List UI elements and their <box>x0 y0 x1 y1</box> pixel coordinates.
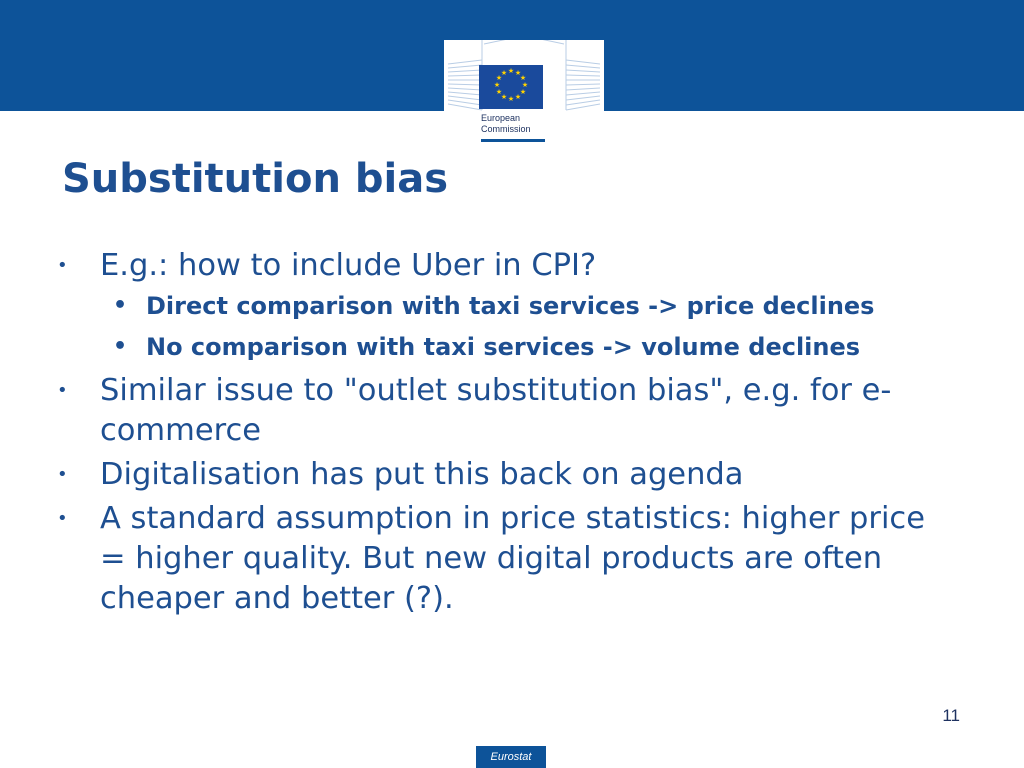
logo-text <box>481 113 531 135</box>
page-number: 11 <box>942 706 960 725</box>
slide-title: Substitution bias <box>62 156 449 202</box>
svg-text:★: ★ <box>500 69 508 77</box>
svg-text:★: ★ <box>507 67 515 75</box>
bullet-icon: • <box>57 464 68 485</box>
svg-text:★: ★ <box>493 81 501 89</box>
svg-text:★: ★ <box>514 69 522 77</box>
bullet-icon: • <box>57 508 68 529</box>
svg-text:★: ★ <box>514 93 522 101</box>
bullet-list <box>0 246 1024 623</box>
sub-bullet-item <box>0 330 886 364</box>
bullet-text: A standard assumption in price statistics: higher price = higher quality. But new digital products are often cheaper and better (?). <box>100 501 925 616</box>
svg-text:★: ★ <box>519 74 527 82</box>
bullet-icon: • <box>113 293 128 318</box>
logo-underline <box>481 139 545 142</box>
sub-bullet-text: No comparison with taxi services -> volume declines <box>146 333 861 361</box>
svg-text:★: ★ <box>495 88 503 96</box>
bullet-item <box>0 246 960 286</box>
bullet-icon: • <box>113 334 128 359</box>
svg-text:★: ★ <box>519 88 527 96</box>
sub-bullet-item <box>0 289 886 323</box>
bullet-text: Digitalisation has put this back on agenda <box>100 457 744 492</box>
logo-line-2: Commission <box>481 124 531 134</box>
bullet-text: Similar issue to "outlet substitution bias", e.g. for e-commerce <box>100 373 892 448</box>
eurostat-footer-tag: Eurostat <box>476 746 546 768</box>
bullet-item <box>0 455 960 495</box>
svg-text:★: ★ <box>495 74 503 82</box>
svg-text:★: ★ <box>521 81 529 89</box>
sub-bullet-text: Direct comparison with taxi services -> price declines <box>146 292 875 320</box>
svg-text:★: ★ <box>500 93 508 101</box>
european-commission-logo <box>444 40 604 143</box>
bullet-text: E.g.: how to include Uber in CPI? <box>100 248 597 283</box>
logo-line-1: European <box>481 113 521 123</box>
svg-text:★: ★ <box>507 95 515 103</box>
bullet-icon: • <box>57 380 68 401</box>
bullet-item <box>0 499 960 619</box>
bullet-item <box>0 371 960 451</box>
bullet-icon: • <box>57 255 68 276</box>
